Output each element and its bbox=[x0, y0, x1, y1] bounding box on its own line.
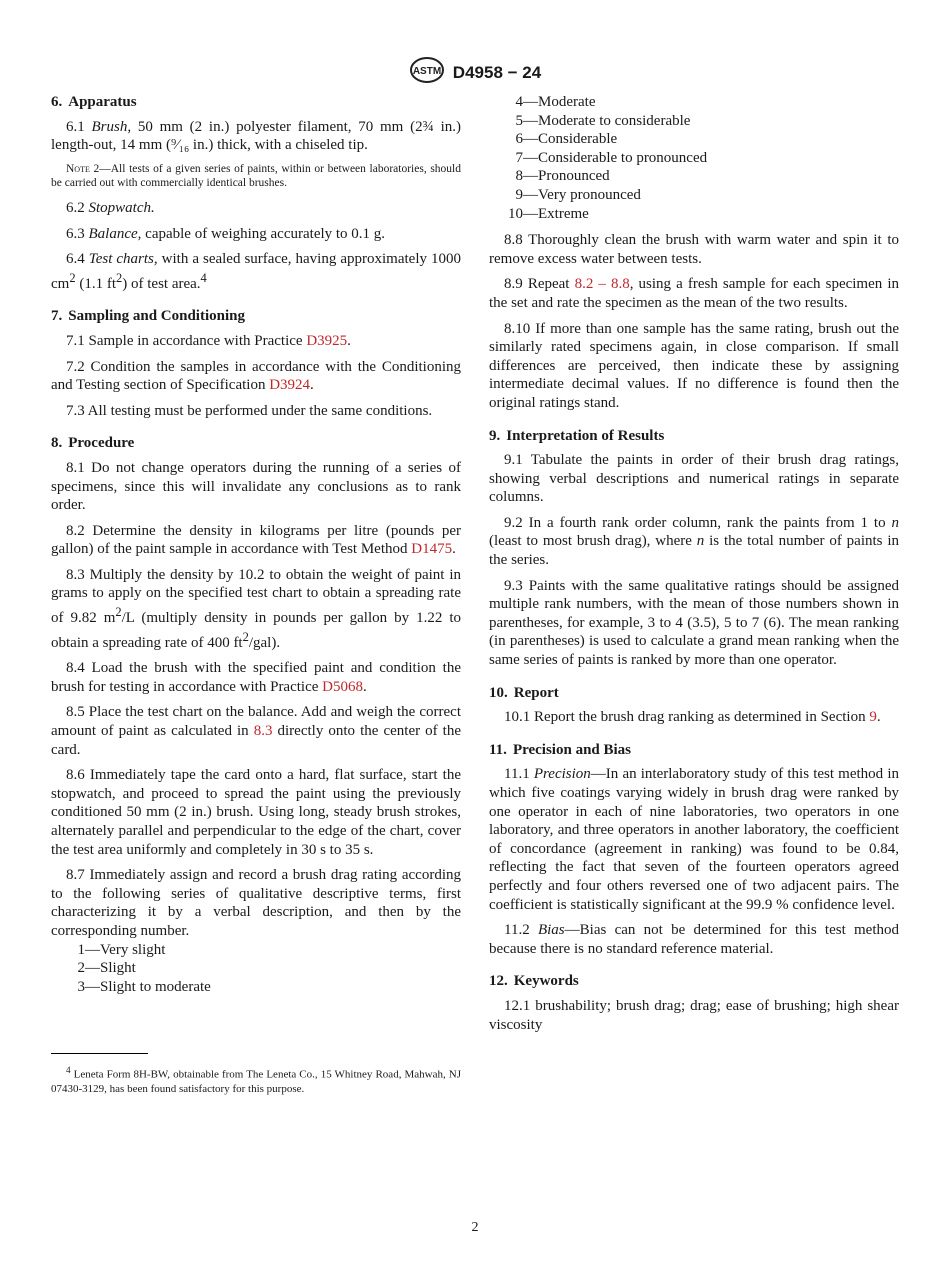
para-8-1: 8.1 Do not change operators during the running of a series of specimens, since this will invalidate any conclusions as to rank order. bbox=[51, 459, 461, 514]
scale-item: 4—Moderate bbox=[515, 94, 596, 110]
scale-item: 7—Considerable to pronounced bbox=[515, 149, 708, 166]
link-d3925[interactable]: D3925 bbox=[306, 332, 348, 349]
para-12-1: 12.1 brushability; brush drag; drag; ease of brushing; high shear viscosity bbox=[489, 997, 899, 1033]
section-7-heading: 7. Sampling and Conditioning bbox=[51, 308, 245, 325]
para-9-2: 9.2 In a fourth rank order column, rank the paints from 1 to n (least to most brush drag), where n is the total number of paints in the series. bbox=[489, 514, 899, 569]
para-8-4: 8.4 Load the brush with the specified paint and condition the brush for testing in accordance with Practice D5068. bbox=[51, 660, 461, 695]
para-11-2: 11.2 Bias—Bias can not be determined for this test method because there is no standard reference material. bbox=[489, 922, 900, 957]
astm-logo bbox=[409, 56, 445, 89]
para-6-3: 6.3 Balance, capable of weighing accurately to 0.1 g. bbox=[66, 225, 386, 242]
section-6-heading: 6. Apparatus bbox=[51, 94, 137, 110]
para-6-2: 6.2 Stopwatch. bbox=[66, 199, 155, 216]
section-10-heading: 10. Report bbox=[489, 684, 559, 701]
rating-scale-part-2 bbox=[489, 93, 899, 223]
para-6-4: 6.4 Test charts, with a sealed surface, having approximately 1000 $cm^2$ (1.1 $ft^2$) of test area.$^4$ bbox=[51, 251, 461, 292]
footnote-4: $^4$ Leneta Form 8H-BW, obtainable from The Leneta Co., 15 Whitney Road, Mahwah, NJ 07430-3129, has been found satisfactory for this purpose. bbox=[51, 1065, 461, 1096]
scale-item: 8—Pronounced bbox=[515, 168, 610, 185]
link-d3924[interactable]: D3924 bbox=[269, 377, 311, 394]
section-11-heading: 11. Precision and Bias bbox=[489, 741, 632, 758]
para-7-1: 7.1 Sample in accordance with Practice D3925. bbox=[66, 332, 351, 349]
link-section-9[interactable]: 9 bbox=[869, 709, 877, 726]
para-9-1: 9.1 Tabulate the paints in order of their brush drag ratings, showing verbal descriptions and numerical ratings in separate columns. bbox=[489, 452, 899, 506]
para-9-3: 9.3 Paints with the same qualitative ratings should be assigned multiple rank numbers, with the mean of those numbers shown in parentheses, for example, 3 to 4 (3.5), 5 to 7 (6). The mean ranking (in parentheses) is used to calculate a grand mean ranking when the same series of paints is ranked by more than one operator. bbox=[489, 577, 899, 669]
section-8-heading: 8. Procedure bbox=[51, 435, 135, 452]
scale-item: 10—Extreme bbox=[508, 205, 589, 222]
para-7-3: 7.3 All testing must be performed under the same conditions. bbox=[66, 402, 433, 419]
section-12-heading: 12. Keywords bbox=[489, 973, 579, 990]
para-8-9: 8.9 Repeat 8.2 – 8.8, using a fresh sample for each specimen in the set and rate the specimen as the mean of the two results. bbox=[489, 276, 899, 311]
link-8-2-8-8[interactable]: 8.2 – 8.8 bbox=[574, 276, 630, 293]
section-9-heading: 9. Interpretation of Results bbox=[489, 427, 665, 444]
para-8-5: 8.5 Place the test chart on the balance. Add and weigh the correct amount of paint as calculated in 8.3 directly onto the center of the card. bbox=[51, 704, 462, 758]
svg-text:ASTM: ASTM bbox=[412, 66, 441, 77]
scale-item: 3—Slight to moderate bbox=[77, 978, 211, 995]
para-6-1: 6.1 Brush, 50 mm (2 in.) polyester filament, 70 mm (2¾ in.) length-out, 14 mm (⁹⁄₁₆ in.) thick, with a chiseled tip. bbox=[51, 118, 461, 154]
scale-item: 6—Considerable bbox=[515, 131, 618, 148]
para-8-8: 8.8 Thoroughly clean the brush with warm water and spin it to remove excess water between tests. bbox=[489, 232, 899, 267]
para-7-2: 7.2 Condition the samples in accordance with the Conditioning and Testing section of Specification D3924. bbox=[51, 358, 461, 394]
para-8-10: 8.10 If more than one sample has the same rating, brush out the similarly rated specimens again, in close comparison. If small differences are perceived, then indicate these by assigning intermediate decimal values. If no difference is found then the original ratings stand. bbox=[489, 320, 899, 411]
para-8-3: 8.3 Multiply the density by 10.2 to obtain the weight of paint in grams to apply on the specified test chart to obtain a spreading rate of 9.82 $m^2/L$ (multiply density in pounds per gallon by 1.22 to obtain a spreading rate of 400 $ft^2/gal$). bbox=[51, 566, 461, 651]
scale-item: 2—Slight bbox=[77, 960, 136, 977]
page-header bbox=[0, 56, 950, 89]
footnote-rule bbox=[51, 1053, 148, 1054]
page-number: 2 bbox=[471, 1220, 479, 1235]
link-8-3[interactable]: 8.3 bbox=[253, 723, 273, 740]
note-2: Note 2—All tests of a given series of paints, within or between laboratories, should be carried out with commercially identical brushes. bbox=[51, 162, 462, 190]
scale-item: 1—Very slight bbox=[77, 941, 166, 958]
left-column bbox=[51, 93, 461, 1004]
scale-item: 9—Very pronounced bbox=[515, 186, 641, 203]
para-8-6: 8.6 Immediately tape the card onto a hard, flat surface, start the stopwatch, and proceed to spread the paint using the previously conditioned 50 mm (2 in.) brush. Using long, steady brush strokes, alternately parallel and perpendicular to the edge of the chart, cover the test area uniformly and completely in 30 s to 35 s. bbox=[51, 767, 461, 858]
para-8-2: 8.2 Determine the density in kilograms per litre (pounds per gallon) of the paint sample in accordance with Test Method D1475. bbox=[51, 522, 461, 558]
document-designation: D4958 − 24 bbox=[452, 62, 542, 82]
scale-item: 5—Moderate to considerable bbox=[515, 112, 691, 129]
para-11-1: 11.1 Precision—In an interlaboratory study of this test method in which five coatings varying widely in brush drag were ranked by one operator in each of nine laboratories, two operators in one laboratory, and three operators in another laboratory, the coefficient of concordance (agreement in ranking) was found to be 0.84, reflecting the fact that seven of the fourteen operators agreed perfectly and four others reversed one of two adjacent pairs. The coefficient is statistically significant at the 99.9 % confidence level. bbox=[489, 766, 899, 913]
rating-scale-part-1 bbox=[51, 941, 461, 997]
footnote-ref-4: 4 bbox=[200, 270, 207, 285]
link-d5068[interactable]: D5068 bbox=[322, 678, 363, 695]
right-column bbox=[489, 93, 899, 1041]
para-10-1: 10.1 Report the brush drag ranking as determined in Section 9. bbox=[504, 709, 881, 726]
link-d1475[interactable]: D1475 bbox=[411, 541, 453, 558]
para-8-7: 8.7 Immediately assign and record a brush drag rating according to the following series of qualitative descriptive terms, first characterizing it by a verbal description, and then by the corresponding number. bbox=[51, 867, 461, 939]
